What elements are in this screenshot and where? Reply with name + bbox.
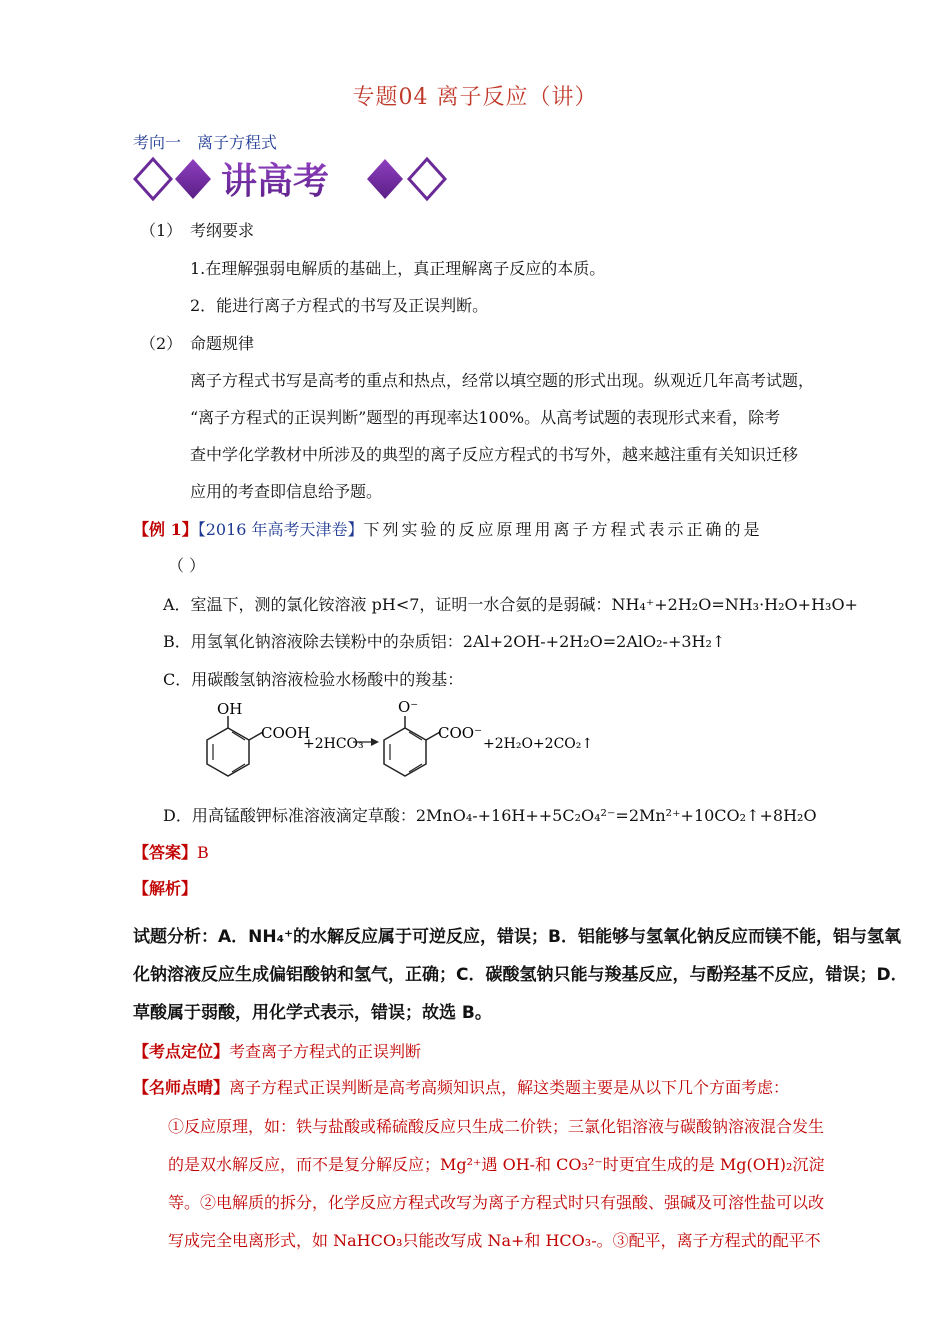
outline-item2-title: 命题规律 xyxy=(190,334,255,353)
example-question: 下列实验的反应原理用离子方程式表示正确的是 xyxy=(363,520,763,539)
outline-item1-title: 考纲要求 xyxy=(190,221,255,240)
point-label: 【考点定位】 xyxy=(133,1042,230,1061)
requirement-2: 2．能进行离子方程式的书写及正误判断。 xyxy=(190,296,489,315)
option-a xyxy=(163,595,858,615)
product-o-label: O⁻ xyxy=(398,698,419,716)
option-a-equation: NH₄⁺+2H₂O=NH₃·H₂O+H₃O+ xyxy=(611,595,858,614)
section-heading: 考向一 离子方程式 xyxy=(133,133,278,152)
answer-value: B xyxy=(197,843,209,862)
reagent-label: +2HCO₃ xyxy=(303,736,364,752)
option-d-equation: 2MnO₄-+16H++5C₂O₄²⁻=2Mn²⁺+10CO₂↑+8H₂O xyxy=(415,806,817,825)
answer-blank: （ ） xyxy=(168,556,206,575)
reactant-cooh-label: COOH xyxy=(261,724,311,742)
banner-jiang-gaokao xyxy=(133,156,453,206)
option-d-text: D．用高锰酸钾标准溶液滴定草酸： xyxy=(163,806,416,825)
tip-intro: 离子方程式正误判断是高考高频知识点，解这类题主要是从以下几个方面考虑： xyxy=(229,1078,790,1097)
option-c: C．用碳酸氢钠溶液检验水杨酸中的羧基： xyxy=(163,670,464,689)
example-tag: 【例 1】 xyxy=(133,520,198,539)
rule-line: 应用的考查即信息给予题。 xyxy=(190,482,383,501)
product-coo-label: COO⁻ xyxy=(438,724,482,742)
option-d xyxy=(163,806,817,826)
answer-label: 【答案】 xyxy=(133,843,198,862)
point-text: 考查离子方程式的正误判断 xyxy=(229,1042,422,1061)
option-b-equation: 2Al+2OH-+2H₂O=2AlO₂-+3H₂↑ xyxy=(462,632,726,651)
tip-label: 【名师点晴】 xyxy=(133,1078,230,1097)
answer-line xyxy=(133,843,209,863)
rule-line: 离子方程式书写是高考的重点和热点，经常以填空题的形式出现。纵观近几年高考试题， xyxy=(190,371,815,390)
svg-text:讲高考: 讲高考 xyxy=(221,161,330,202)
product-rest-label: +2H₂O+2CO₂↑ xyxy=(483,736,594,752)
option-c-reaction-diagram xyxy=(183,696,623,792)
requirement-1: 1.在理解强弱电解质的基础上，真正理解离子反应的本质。 xyxy=(190,259,606,278)
analysis-text: 试题分析：A．NH₄⁺的水解反应属于可逆反应，错误；B．铝能够与氢氧化钠反应而镁不能，铝与氢氧化钠溶液反应生成偏铝酸钠和氢气，正确；C．碳酸氢钠只能与羧基反应，与酚羟基不反应，错误；D．草酸属于弱酸，用化学式表示，错误；故选 B。 xyxy=(133,927,908,1023)
point-line xyxy=(133,1042,421,1062)
page-title: 专题04 离子反应（讲） xyxy=(352,85,598,110)
analysis-label: 【解析】 xyxy=(133,879,198,898)
option-b-text: B．用氢氧化钠溶液除去镁粉中的杂质铝： xyxy=(163,632,463,651)
example-source: 【2016 年高考天津卷】 xyxy=(197,520,364,539)
rule-line: 查中学化学教材中所涉及的典型的离子反应方程式的书写外，越来越注重有关知识迁移 xyxy=(190,445,799,464)
tip-line xyxy=(133,1078,789,1098)
reactant-oh-label: OH xyxy=(217,700,243,718)
option-a-text: A．室温下，测的氯化铵溶液 pH<7，证明一水合氨的是弱碱： xyxy=(163,595,612,614)
tip-body: ①反应原理，如：铁与盐酸或稀硫酸反应只生成二价铁；三氯化铝溶液与碳酸钠溶液混合发生的是双水解反应，而不是复分解反应；Mg²⁺遇 OH-和 CO₃²⁻时更宜生成的是 Mg(OH)₂沉淀等。②电解质的拆分，化学反应方程式改写为离子方程式时只有强酸、强碱及可溶性盐可以改写成完全电离形式，如 NaHCO₃只能改写成 Na+和 HCO₃-。③配平，离子方程式的配平不 xyxy=(168,1117,825,1250)
option-b xyxy=(163,632,725,652)
outline-item1-label: （1） xyxy=(140,221,183,240)
outline-item2-label: （2） xyxy=(140,334,183,353)
rule-line: “离子方程式的正误判断”题型的再现率达100%。从高考试题的表现形式来看，除考 xyxy=(190,408,781,427)
example-heading xyxy=(133,520,763,540)
